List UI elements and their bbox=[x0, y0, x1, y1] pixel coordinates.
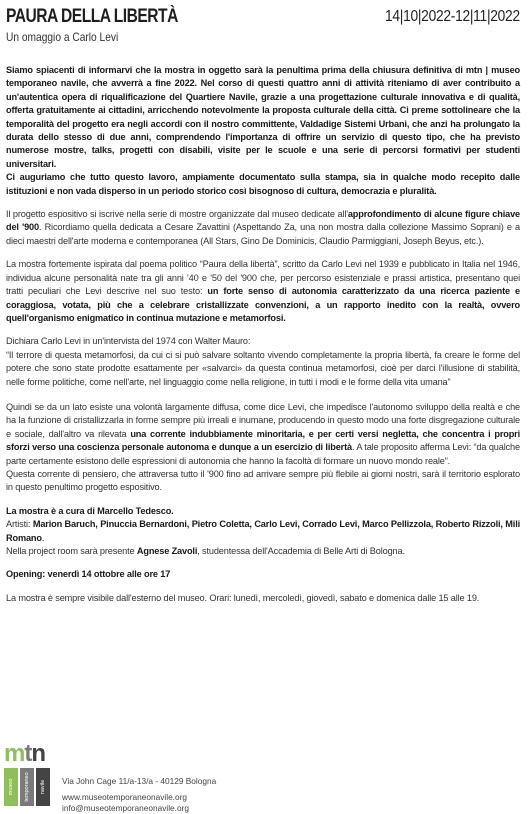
series-text-c: . Ricordiamo quella dedicata a Cesare Zavattini (Aspettando Za, una non mostra dalla collezione Massimo Soprani) e a dieci maestri dell'arte moderna e contemporanea (All Stars, Gino De Dominicis, Claudio Parmiggiani, Joseph Beyus, etc.). bbox=[6, 222, 520, 246]
logo-letter-t: t bbox=[24, 740, 32, 767]
will-text-c: . A tale proposito afferma Levi: “da qualche parte certamente esistono delle espressioni di autonomia che hanno la facoltà di formare un nuovo mondo reale”. bbox=[6, 442, 520, 466]
hours-line: La mostra è sempre visibile dall'esterno del museo. Orari: lunedì, mercoledì, giovedì, sabato e domenica dalle 15 alle 19. bbox=[6, 592, 480, 603]
series-paragraph bbox=[6, 208, 520, 248]
closure-wish: Ci auguriamo che tutto questo lavoro, ampiamente documentato sulla stampa, sia in qualche modo recepito dalle istituzioni e non vada disperso in un periodo storico così bisognoso di cultura, democrazia e pluralità. bbox=[6, 172, 520, 196]
logo-letters bbox=[4, 742, 45, 766]
exhibition-title: PAURA DELLA LIBERTÀ bbox=[6, 6, 178, 27]
body-text bbox=[6, 64, 520, 615]
mtn-logo bbox=[4, 742, 52, 808]
levi-quote: “Il terrore di questa metamorfosi, da cui ci si può salvare soltanto vivendo completamente la propria libertà, fa creare le forme del potere che sono state prodotte esattamente per «salvarci» da questa continua metamorfosi, cioè per darci l'illusione di stabilità, nelle forme politiche, come nell'arte, nel linguaggio come nella religione, in tutti i modi e le forme della vita umana” bbox=[6, 349, 520, 387]
room-text-b: , studentessa dell'Accademia di Belle Arti di Bologna. bbox=[197, 546, 405, 556]
exhibition-dates: 14|10|2022-12|11|2022 bbox=[385, 8, 520, 25]
room-artist-name: Agnese Zavoli bbox=[136, 546, 198, 556]
will-text-a: Quindi se da un lato esiste una volontà largamente diffusa, come dice Levi, che impedisce l'autonomo sviluppo della realtà e che ha la funzione di cristallizzarla in forme sempre più irreali e inumane, producendo in questo modo una forte disgregazione culturale e sociale, dall'altro va rilevata bbox=[6, 401, 520, 439]
header bbox=[6, 6, 520, 58]
footer bbox=[4, 742, 304, 812]
will-paragraph bbox=[6, 401, 520, 468]
page bbox=[6, 6, 521, 603]
artists-list: Marion Baruch, Pinuccia Bernardoni, Pietro Coletta, Carlo Levi, Corrado Levi, Marco Pellizzola, Roberto Rizzoli, Mili Romano bbox=[6, 519, 520, 543]
logo-letter-n: n bbox=[31, 740, 46, 767]
room-text-a: Nella project room sarà presente bbox=[6, 546, 137, 556]
artists-line bbox=[6, 518, 520, 545]
contact-info bbox=[62, 776, 216, 814]
logo-bar-navile bbox=[36, 768, 50, 806]
project-room-line bbox=[6, 545, 520, 558]
quote-intro: Dichiara Carlo Levi in un'intervista del 1974 con Walter Mauro: bbox=[6, 336, 251, 347]
closure-notice: Siamo spiacenti di informarvi che la mostra in oggetto sarà la penultima prima della chiusura definitiva di mtn | museo temporaneo navile, che avverrà a fine 2022. Nel corso di questi quattro anni di attività riteniamo di aver contribuito a un'autentica opera di riqualificazione del Quartiere Navile, grazie a una progettazione culturale innovativa e di qualità, offerta gratuitamente ai cittadini, arricchendo notevolmente la proposta culturale della città. Ci preme sottolineare che la temporalità del progetto era negli accordi con il nostro committente, Valdadige Sistemi Urbani, che anzi ha prolungato la durata dello stesso di due anni, comprendendo l'importanza di offrire un servizio di questo tipo, che ha previsto numerose mostre, talks, progetti con disabili, visite per le scuole e una serie di percorsi formativi per studenti universitari. bbox=[6, 65, 520, 169]
artists-end: . bbox=[41, 532, 45, 543]
current-paragraph: Questa corrente di pensiero, che attraversa tutto il '900 fino ad arrivare sempre più flebile ai giorni nostri, sarà il territorio esplorato in questo penultimo progetto espositivo. bbox=[6, 468, 520, 493]
poem-text-bold: un forte senso di autonomia caratterizzato da una ricerca paziente e coraggiosa, votata, più che a celebrare cristallizzate convenzioni, a un rapporto inedito con la realtà, ovvero quell'organismo enigmatico in continua mutazione e metamorfosi. bbox=[6, 286, 520, 323]
logo-bar-museo-label: museo bbox=[8, 778, 14, 796]
logo-bar-museo bbox=[4, 768, 18, 806]
exhibition-subtitle: Un omaggio a Carlo Levi bbox=[6, 30, 119, 44]
logo-bar-temporaneo bbox=[20, 768, 34, 806]
website-link[interactable]: www.museotemporaneonavile.org bbox=[62, 792, 187, 802]
poem-paragraph bbox=[6, 258, 520, 325]
logo-letter-m: m bbox=[4, 740, 25, 767]
logo-bar-temporaneo-label: temporaneo bbox=[24, 772, 30, 802]
museum-address: Via John Cage 11/a-13/a - 40129 Bologna bbox=[62, 776, 217, 786]
curator-line: La mostra è a cura di Marcello Tedesco. bbox=[6, 505, 174, 516]
series-text-bold: approfondimento di alcune figure chiave del '900 bbox=[6, 209, 521, 233]
will-text-bold: una corrente indubbiamente minoritaria, e per certi versi negletta, che concentra i propri sforzi verso una coscienza personale autonoma e dunque a un esercizio di libertà bbox=[6, 428, 520, 453]
email-link[interactable]: info@museotemporaneonavile.org bbox=[62, 803, 189, 813]
poem-text-a: La mostra fortemente ispirata dal poema politico “Paura della libertà”, scritto da Carlo Levi nel 1939 e pubblicato in Italia nel 1946, individua alcune personalità nate tra gli anni '40 e '50 del '900 che, per percorso esistenziale e prassi artistica, presentano quei tratti peculiari che Levi descrive nel suo testo: bbox=[6, 259, 520, 297]
opening-line: Opening: venerdì 14 ottobre alle ore 17 bbox=[6, 569, 171, 580]
series-text-a: Il progetto espositivo si iscrive nella serie di mostre organizzate dal museo dedicate all' bbox=[6, 209, 348, 220]
logo-bars bbox=[4, 768, 52, 806]
logo-bar-navile-label: navile bbox=[40, 779, 46, 795]
artists-label: Artisti: bbox=[6, 519, 33, 530]
